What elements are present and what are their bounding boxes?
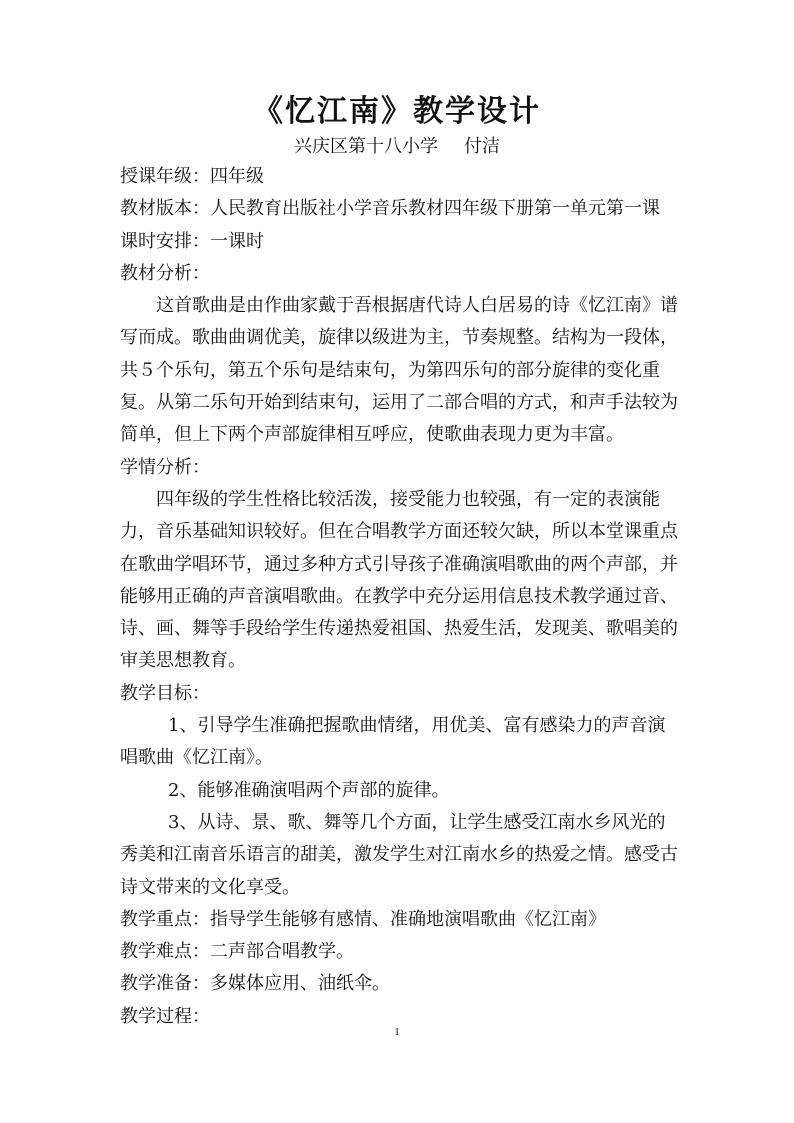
student-paragraph: 四年级的学生性格比较活泼，接受能力也较强，有一定的表演能力，音乐基础知识较好。但在合唱教学方面还较欠缺，所以本堂课重点在歌曲学唱环节，通过多种方式引导孩子准确演唱歌曲的两个声部，并能够用正确的声音演唱歌曲。在教学中充分运用信息技术教学通过音、诗、画、舞等手段给学生传递热爱祖国、热爱生活，发现美、歌唱美的审美思想教育。 xyxy=(120,488,678,672)
goals-heading: 教学目标： xyxy=(120,682,210,704)
edition-line: 教材版本：人民教育出版社小学音乐教材四年级下册第一单元第一课 xyxy=(120,198,660,220)
preparation-line: 教学准备：多媒体应用、油纸伞。 xyxy=(120,973,390,995)
goal-item-3: 3、从诗、景、歌、舞等几个方面，让学生感受江南水乡风光的秀美和江南音乐语言的甜美，激发学生对江南水乡的热爱之情。感受古诗文带来的文化享受。 xyxy=(120,811,678,898)
process-heading: 教学过程： xyxy=(120,1005,210,1027)
goal-item-1: 1、引导学生准确把握歌曲情绪，用优美、富有感染力的声音演唱歌曲《忆江南》。 xyxy=(120,715,666,769)
student-heading: 学情分析： xyxy=(120,456,210,478)
author-line xyxy=(0,134,794,160)
difficulty-line: 教学难点：二声部合唱教学。 xyxy=(120,941,354,963)
page-number: 1 xyxy=(394,1026,400,1038)
key-point-line: 教学重点：指导学生能够有感情、准确地演唱歌曲《忆江南》 xyxy=(120,908,606,930)
author-name: 付洁 xyxy=(464,136,500,157)
school-name: 兴庆区第十八小学 xyxy=(294,136,438,157)
grade-line: 授课年级：四年级 xyxy=(120,166,264,187)
document-title: 《忆江南》教学设计 xyxy=(253,94,541,129)
document-body xyxy=(120,161,678,1033)
material-paragraph: 这首歌曲是由作曲家戴于吾根据唐代诗人白居易的诗《忆江南》谱写而成。歌曲曲调优美，旋律以级进为主，节奏规整。结构为一段体，共５个乐句，第五个乐句是结束句，为第四乐句的部分旋律的变化重复。从第二乐句开始到结束句，运用了二部合唱的方式，和声手法较为简单，但上下两个声部旋律相互呼应，使歌曲表现力更为丰富。 xyxy=(120,295,678,446)
goal-item-2: 2、能够准确演唱两个声部的旋律。 xyxy=(168,779,450,801)
material-heading: 教材分析： xyxy=(120,262,210,284)
period-line: 课时安排：一课时 xyxy=(120,230,264,252)
